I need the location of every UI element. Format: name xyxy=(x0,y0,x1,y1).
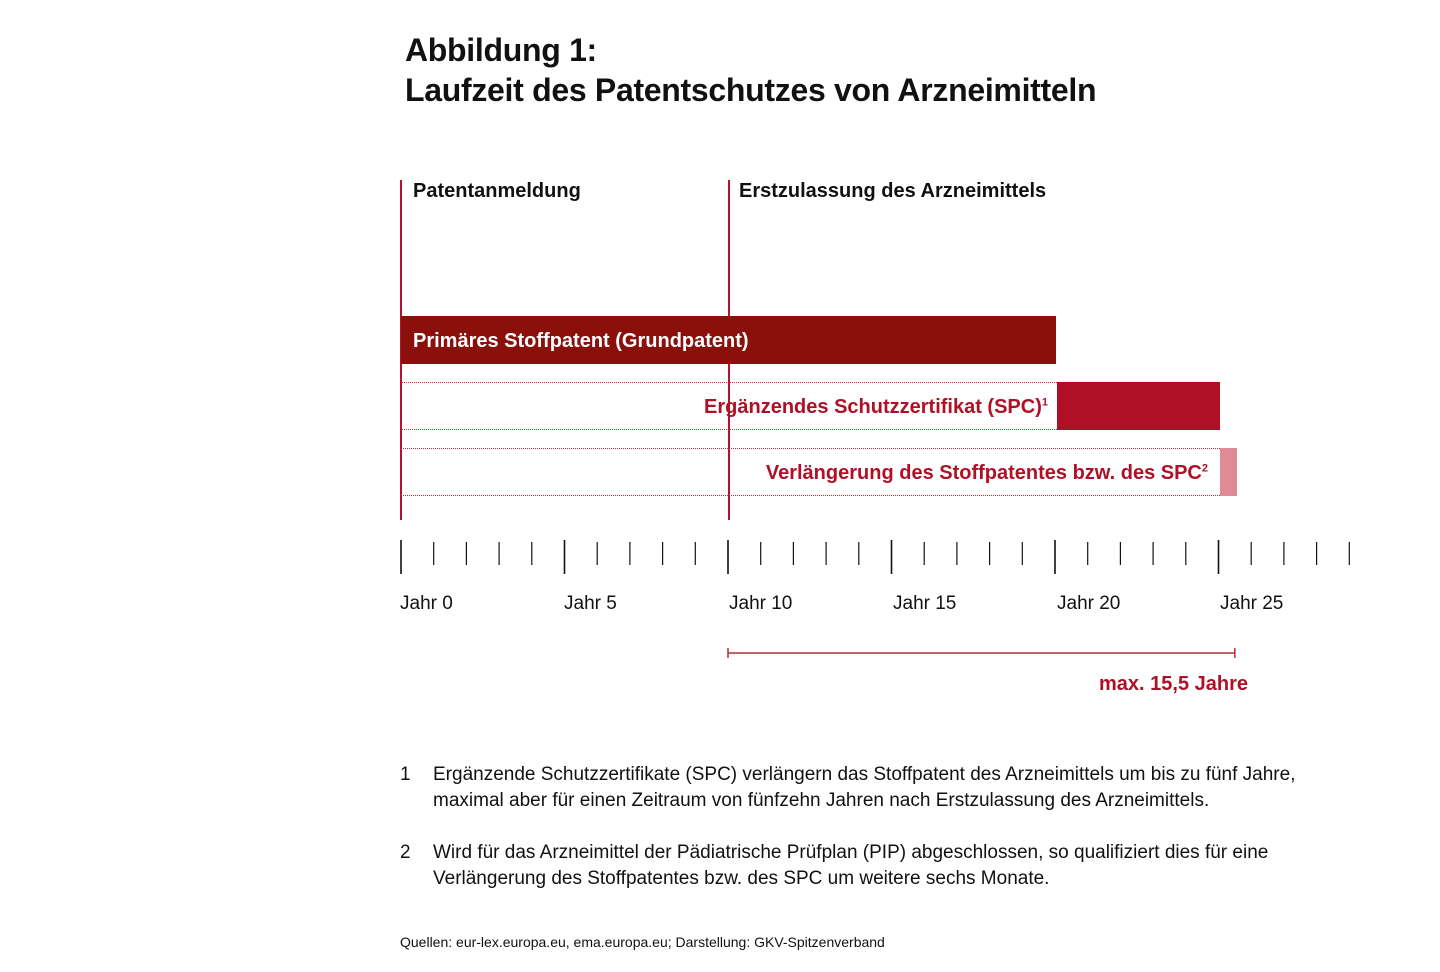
max-duration-label: max. 15,5 Jahre xyxy=(1099,673,1248,695)
axis-label-year-5: Jahr 5 xyxy=(564,593,617,614)
footnote-1-text: Ergänzende Schutzzertifikate (SPC) verlängern das Stoffpatent des Arzneimittels um bis zu fünf Jahre, maximal aber für einen Zeitraum von fünfzehn Jahren nach Erstzulassung des Arzneimittels. xyxy=(433,764,1296,811)
spc-label-text: Ergänzendes Schutzzertifikat (SPC) xyxy=(704,396,1042,418)
axis-label-year-25: Jahr 25 xyxy=(1220,593,1284,614)
footnote-2-text: Wird für das Arzneimittel der Pädiatrische Prüfplan (PIP) abgeschlossen, so qualifiziert dies für eine Verlängerung des Stoffpatentes bzw. des SPC um weitere sechs Monate. xyxy=(433,842,1269,889)
application-marker-label: Patentanmeldung xyxy=(413,180,581,202)
footnote-1-number: 1 xyxy=(400,764,411,785)
figure-title-line2: Laufzeit des Patentschutzes von Arzneimitteln xyxy=(405,72,1097,108)
spc-footnote-ref: 1 xyxy=(1041,396,1048,409)
footnote-2 xyxy=(400,840,1340,896)
extension-label-text: Verlängerung des Stoffpatentes bzw. des SPC xyxy=(765,462,1202,484)
extension-footnote-ref: 2 xyxy=(1201,462,1208,475)
axis-label-year-10: Jahr 10 xyxy=(729,593,793,614)
footnote-2-number: 2 xyxy=(400,842,411,863)
figure-title-line1: Abbildung 1: xyxy=(405,32,597,68)
axis-label-year-0: Jahr 0 xyxy=(400,593,453,614)
approval-marker-label: Erstzulassung des Arzneimittels xyxy=(739,180,1047,202)
axis-label-year-20: Jahr 20 xyxy=(1057,593,1121,614)
axis-label-year-15: Jahr 15 xyxy=(893,593,957,614)
primary-patent-label: Primäres Stoffpatent (Grundpatent) xyxy=(413,330,749,352)
source-note: Quellen: eur-lex.europa.eu, ema.europa.eu; Darstellung: GKV-Spitzenverband xyxy=(400,934,885,950)
footnote-1 xyxy=(400,762,1340,818)
